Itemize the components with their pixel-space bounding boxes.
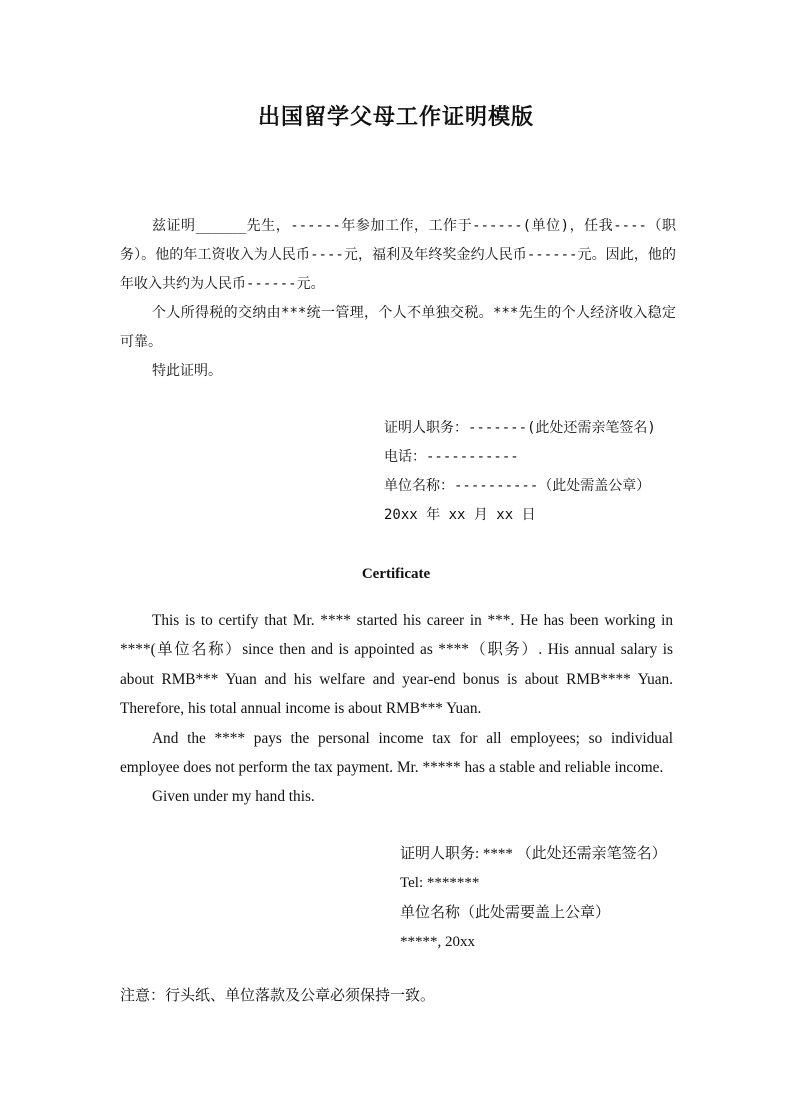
en-paragraph-2: And the **** pays the personal income tax for all employees; so individual employee does not perform the tax payment. Mr. ***** has a stable and reliable income. — [120, 729, 673, 777]
footer-note: 注意：行头纸、单位落款及公章必须保持一致。 — [120, 988, 436, 1004]
cn-unit-name: 单位名称：----------（此处需盖公章） — [384, 478, 651, 494]
en-paragraph-3: Given under my hand this. — [152, 788, 315, 806]
en-date: *****, 20xx — [400, 934, 475, 951]
cn-paragraph-1: 兹证明______先生，------年参加工作，工作于------(单位)，任我----（职务）。他的年工资收入为人民币----元，福利及年终奖金约人民币------元。因此，他的年收入共约为人民币------元。 — [120, 218, 676, 292]
cn-phone: 电话：----------- — [384, 449, 519, 465]
en-unit-name: 单位名称（此处需要盖上公章） — [400, 904, 611, 921]
english-signature-block — [400, 840, 740, 958]
cn-paragraph-3: 特此证明。 — [152, 363, 222, 379]
chinese-signature-block — [384, 414, 704, 530]
cn-date: 20xx 年 xx 月 xx 日 — [384, 507, 536, 523]
chinese-certificate-body — [120, 212, 676, 386]
cn-signer-position: 证明人职务：-------(此处还需亲笔签名) — [384, 420, 656, 436]
cn-paragraph-2: 个人所得税的交纳由***统一管理，个人不单独交税。***先生的个人经济收入稳定可靠。 — [120, 305, 676, 350]
certificate-heading: Certificate — [361, 566, 431, 582]
en-signer-position: 证明人职务: **** （此处还需亲笔签名） — [400, 846, 667, 862]
document-title: 出国留学父母工作证明模版 — [257, 105, 534, 130]
en-tel: Tel: ******* — [400, 875, 480, 892]
en-paragraph-1: This is to certify that Mr. **** started his career in ***. He has been working in ****(单位名称）since then and is appointed as ****（职务）. His annual salary is about RMB*** Yuan and his welfare and year-end bonus is about RMB**** Yuan. Therefore, his total annual income is about RMB*** Yuan. — [120, 612, 673, 718]
english-certificate-body — [120, 606, 673, 812]
